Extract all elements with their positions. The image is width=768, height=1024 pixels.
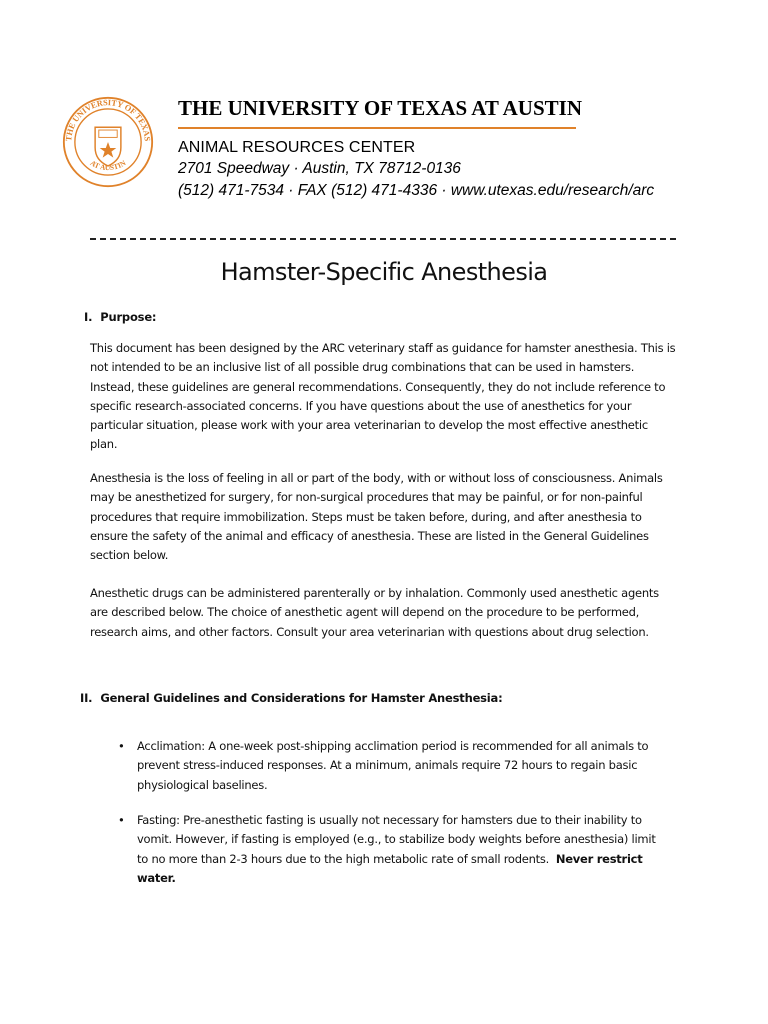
- section-number: II.: [80, 691, 93, 705]
- dashed-divider: [90, 238, 676, 240]
- seal-text-top: THE UNIVERSITY OF TEXAS: [64, 98, 152, 142]
- text-line: plan.: [90, 437, 118, 452]
- text-line: Fasting: Pre-anesthetic fasting is usually not necessary for hamsters due to their inability to: [137, 813, 642, 827]
- bold-warning: water.: [137, 870, 176, 885]
- bold-warning: Never restrict: [555, 851, 643, 866]
- svg-text:THE UNIVERSITY OF TEXAS: [64, 98, 152, 142]
- paragraph-anesthetic-drugs: [90, 584, 690, 642]
- section-title: Purpose:: [100, 310, 157, 324]
- paragraph-anesthesia-definition: [90, 469, 690, 565]
- text-line: particular situation, please work with your area veterinarian to develop the most effective anesthetic: [90, 418, 648, 433]
- text-line: section below.: [90, 548, 169, 563]
- section-heading-purpose: [84, 310, 156, 324]
- bullet-fasting: [137, 811, 697, 888]
- text-line: not intended to be an inclusive list of all possible drug combinations that can be used in hamsters.: [90, 360, 635, 375]
- text-line: Anesthesia is the loss of feeling in all or part of the body, with or without loss of consciousness. Animals: [90, 471, 663, 485]
- text-line: may be anesthetized for surgery, for non-surgical procedures that may be painful, or for non-painful: [90, 490, 643, 505]
- section-title: General Guidelines and Considerations for Hamster Anesthesia:: [100, 691, 503, 705]
- text-line: Acclimation: A one-week post-shipping acclimation period is recommended for all animals to: [137, 739, 649, 753]
- text-line: Instead, these guidelines are general recommendations. Consequently, they do not include reference to: [90, 379, 666, 394]
- paragraph-purpose: [90, 339, 690, 455]
- text-line: prevent stress-induced responses. At a minimum, animals require 72 hours to regain basic: [137, 758, 638, 773]
- bullet-acclimation: [137, 737, 697, 795]
- text-line: specific research-associated concerns. If you have questions about the use of anesthetics for your: [90, 398, 632, 413]
- text-line: vomit. However, if fasting is employed (e.g., to stabilize body weights before anesthesia) limit: [137, 832, 656, 847]
- seal-text-bottom: AT AUSTIN: [88, 158, 128, 173]
- text-segment: to no more than 2-3 hours due to the high metabolic rate of small rodents.: [137, 851, 550, 866]
- document-title: Hamster-Specific Anesthesia: [220, 258, 548, 286]
- text-line: [137, 850, 697, 869]
- text-line: Anesthetic drugs can be administered parenterally or by inhalation. Commonly used anesthetic agents: [90, 586, 659, 600]
- center-name: ANIMAL RESOURCES CENTER: [178, 139, 416, 156]
- text-line: physiological baselines.: [137, 777, 268, 792]
- text-line: procedures that require immobilization. Steps must be taken before, during, and after anesthesia to: [90, 509, 642, 524]
- bullet-marker: •: [118, 813, 125, 827]
- university-name: THE UNIVERSITY OF TEXAS AT AUSTIN: [178, 96, 582, 120]
- section-heading-general-guidelines: [80, 691, 503, 705]
- text-line: are described below. The choice of anesthetic agent will depend on the procedure to be performed,: [90, 605, 640, 620]
- address: 2701 Speedway · Austin, TX 78712-0136: [178, 160, 461, 177]
- bullet-marker: •: [118, 739, 125, 753]
- text-line: This document has been designed by the ARC veterinary staff as guidance for hamster anesthesia. This is: [90, 341, 676, 355]
- text-line: ensure the safety of the animal and efficacy of anesthesia. These are listed in the General Guidelines: [90, 528, 649, 543]
- university-seal-logo: [62, 96, 154, 188]
- contact-line: (512) 471-7534 · FAX (512) 471-4336 · www.utexas.edu/research/arc: [178, 182, 655, 199]
- header-rule: [178, 127, 576, 129]
- text-line: research aims, and other factors. Consult your area veterinarian with questions about drug selection.: [90, 624, 649, 639]
- section-number: I.: [84, 310, 93, 324]
